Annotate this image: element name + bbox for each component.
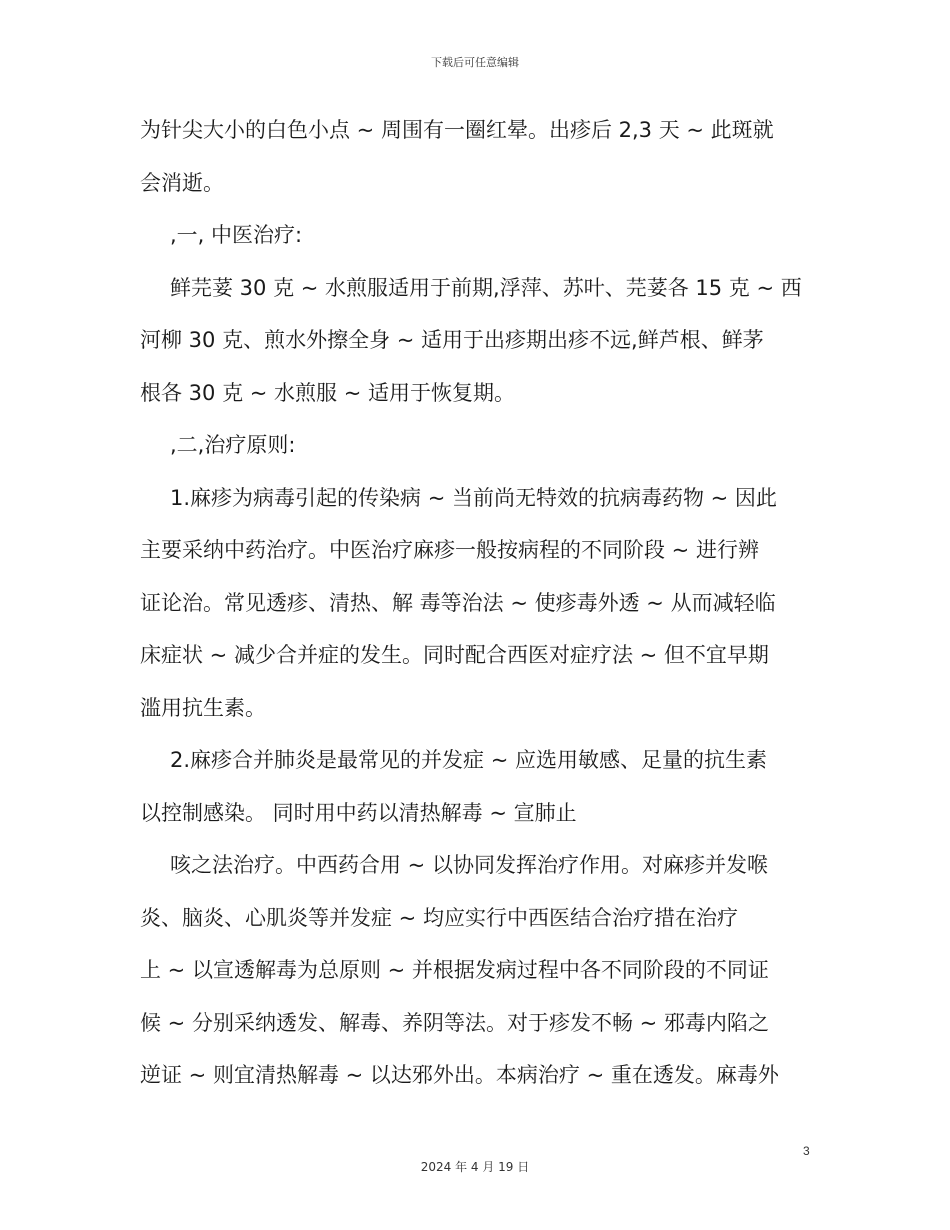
body-line: 以控制感染。 同时用中药以清热解毒 ~ 宣肺止 — [140, 800, 577, 825]
page-number: 3 — [803, 1144, 810, 1158]
body-line: 证论治。常见透疹、清热、解 毒等治法 ~ 使疹毒外透 ~ 从而减轻临 — [140, 590, 776, 615]
body-line: 滥用抗生素。 — [140, 695, 266, 720]
body-line: 上 ~ 以宣透解毒为总原则 ~ 并根据发病过程中各不同阶段的不同证 — [140, 958, 769, 982]
body-line: 床症状 ~ 减少合并症的发生。同时配合西医对症疗法 ~ 但不宜早期 — [140, 643, 769, 667]
body-line: 会消逝。 — [140, 170, 224, 195]
body-line: 河柳 30 克、煎水外擦全身 ~ 适用于出疹期出疹不远,鲜芦根、鲜茅 — [140, 328, 764, 352]
body-line: 为针尖大小的白色小点 ~ 周围有一圈红晕。出疹后 2,3 天 ~ 此斑就 — [140, 118, 774, 142]
body-line: 根各 30 克 ~ 水煎服 ~ 适用于恢复期。 — [140, 380, 515, 405]
body-line: 主要采纳中药治疗。中医治疗麻疹一般按病程的不同阶段 ~ 进行辨 — [140, 538, 759, 562]
section-heading-2: ,二,治疗原则: — [170, 433, 296, 457]
page-footer-date: 2024 年 4 月 19 日 — [420, 1160, 530, 1174]
body-line: 鲜芫荽 30 克 ~ 水煎服适用于前期,浮萍、苏叶、芫荽各 15 克 ~ 西 — [170, 275, 802, 300]
body-line: 候 ~ 分别采纳透发、解毒、养阴等法。对于疹发不畅 ~ 邪毒内陷之 — [140, 1010, 769, 1035]
body-line: 逆证 ~ 则宜清热解毒 ~ 以达邪外出。本病治疗 ~ 重在透发。麻毒外 — [140, 1063, 779, 1087]
body-line: 炎、脑炎、心肌炎等并发症 ~ 均应实行中西医结合治疗措在治疗 — [140, 905, 738, 930]
section-heading-1: ,一, 中医治疗: — [170, 223, 303, 247]
document-body — [140, 104, 820, 1102]
page-header: 下载后可任意编辑 — [431, 56, 519, 69]
body-line: 1.麻疹为病毒引起的传染病 ~ 当前尚无特效的抗病毒药物 ~ 因此 — [170, 485, 777, 510]
body-line: 2.麻疹合并肺炎是最常见的并发症 ~ 应选用敏感、足量的抗生素 — [170, 748, 767, 772]
body-line: 咳之法治疗。中西药合用 ~ 以协同发挥治疗作用。对麻疹并发喉 — [170, 853, 768, 877]
